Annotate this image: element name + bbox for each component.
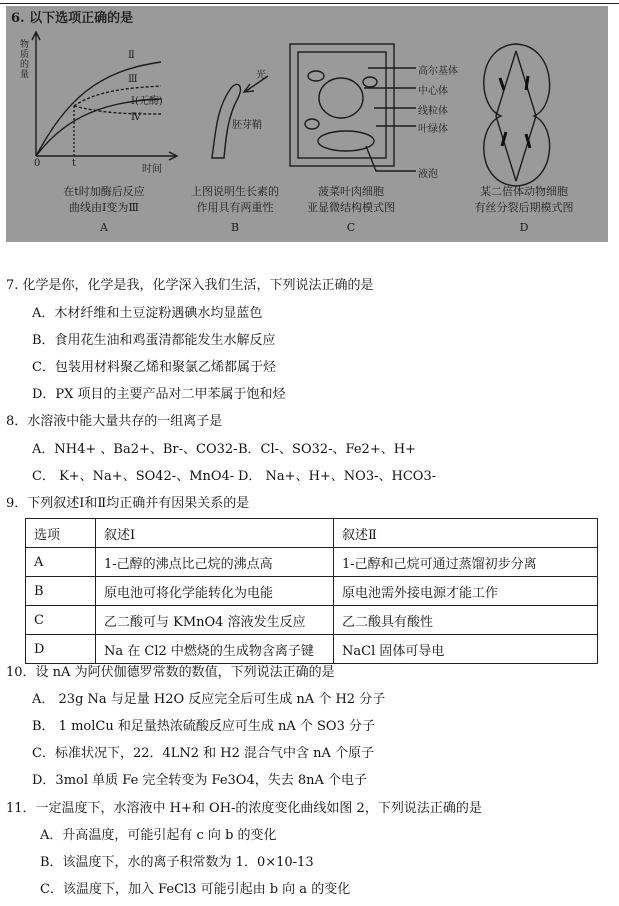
b-letter: B xyxy=(230,221,240,234)
c-nucleus xyxy=(319,78,363,118)
a-curve-i-label: Ⅰ(无酶) xyxy=(131,96,163,107)
q10-option-d: D．3mol 单质 Fe 完全转变为 Fe3O4，失去 8nA 个电子 xyxy=(32,773,368,788)
d-caption: 某二倍体动物细胞 有丝分裂后期模式图 xyxy=(474,185,574,214)
q9-stem: 9．下列叙述Ⅰ和Ⅱ均正确并有因果关系的是 xyxy=(6,496,250,511)
table-header-cell: 选项 xyxy=(26,519,96,548)
d-cell-outline xyxy=(484,44,550,186)
q8-stem: 8．水溶液中能大量共存的一组离子是 xyxy=(6,414,223,429)
a-curve-iv xyxy=(74,106,161,114)
table-cell: C xyxy=(26,606,96,635)
q10-option-a: A． 23g Na 与足量 H2O 反应完全后可生成 nA 个 H2 分子 xyxy=(32,692,386,707)
table-cell: D xyxy=(26,635,96,664)
table-header-cell: 叙述Ⅱ xyxy=(334,519,598,548)
d-letter: D xyxy=(519,221,529,234)
a-xlabel: 时间 xyxy=(142,164,162,175)
d-chromosome-3 xyxy=(502,132,506,146)
table-cell: Na 在 Cl2 中燃烧的生成物含离子键 xyxy=(96,635,334,664)
table-header-cell: 叙述Ⅰ xyxy=(96,519,334,548)
c-golgi-label: 高尔基体 xyxy=(418,66,458,77)
q6-title: 6. 以下选项正确的是 xyxy=(11,11,134,26)
b-light-label: 光 xyxy=(256,70,266,81)
c-letter: C xyxy=(346,221,356,234)
c-organelle-3 xyxy=(305,119,319,129)
c-vacuole-label: 液泡 xyxy=(418,169,438,180)
q8-option-c: C． K+、Na+、SO42-、MnO4- xyxy=(32,469,235,484)
a-curve-iii-label: Ⅲ xyxy=(128,74,138,85)
q11-stem: 11．一定温度下，水溶液中 H+和 OH-的浓度变化曲线如图 2，下列说法正确的是 xyxy=(6,801,482,816)
a-origin: 0 xyxy=(34,158,41,169)
table-cell: NaCl 固体可导电 xyxy=(334,635,598,664)
c-vacuole-shape xyxy=(318,131,374,151)
q7-option-b: B．食用花生油和鸡蛋清都能发生水解反应 xyxy=(32,333,276,348)
table-row xyxy=(26,577,598,606)
q7-option-a: A．木材纤维和土豆淀粉遇碘水均显蓝色 xyxy=(32,306,263,321)
a-letter: A xyxy=(100,221,108,234)
table-row xyxy=(26,635,598,664)
table-cell: 原电池需外接电源才能工作 xyxy=(334,577,598,606)
q10-option-b: B． 1 molCu 和足量热浓硫酸反应可生成 nA 个 SO3 分子 xyxy=(32,719,375,734)
table-header-row xyxy=(26,519,598,548)
q8-option-a: A．NH4+ 、Ba2+、Br-、CO32- xyxy=(32,442,238,457)
a-tick-t: t xyxy=(72,158,77,169)
table-cell: 乙二酸可与 KMnO4 溶液发生反应 xyxy=(96,606,334,635)
q6-figure-photo xyxy=(6,6,608,242)
table-row xyxy=(26,606,598,635)
b-caption: 上图说明生长素的 作用具有两重性 xyxy=(191,185,279,214)
q7-stem: 7. 化学是你，化学是我，化学深入我们生活，下列说法正确的是 xyxy=(6,278,374,293)
table-cell: 乙二酸具有酸性 xyxy=(334,606,598,635)
b-sprout-label: 胚芽鞘 xyxy=(232,120,262,131)
table-cell: 1-己醇和己烷可通过蒸馏初步分离 xyxy=(334,548,598,577)
a-curve-iv-label: Ⅳ xyxy=(131,112,141,123)
q9-table xyxy=(25,518,598,664)
c-mitochondria-label: 线粒体 xyxy=(418,106,448,117)
q8-option-d: D． Na+、H+、NO3-、HCO3- xyxy=(238,469,437,484)
c-cell-wall xyxy=(290,44,394,166)
table-cell: A xyxy=(26,548,96,577)
c-caption: 菠菜叶肉细胞 亚显微结构模式图 xyxy=(307,185,395,214)
c-centrosome-label: 中心体 xyxy=(418,86,448,97)
table-cell: 1-己醇的沸点比己烷的沸点高 xyxy=(96,548,334,577)
c-organelle-1 xyxy=(308,71,324,81)
q11-option-c: C．该温度下，加入 FeCl3 可能引起由 b 向 a 的变化 xyxy=(40,882,351,897)
q11-option-b: B．该温度下，水的离子积常数为 1．0×10-13 xyxy=(40,855,314,870)
d-chromosome-1 xyxy=(500,78,504,90)
a-caption: 在t时加酶后反应 曲线由Ⅰ变为Ⅲ xyxy=(63,185,145,214)
q11-option-a: A．升高温度，可能引起有 c 向 b 的变化 xyxy=(40,828,277,843)
q8-option-b: B．Cl-、SO32-、Fe2+、H+ xyxy=(238,442,416,457)
a-curve-ii-label: Ⅱ xyxy=(128,50,135,61)
b-light-arrowhead xyxy=(244,84,254,92)
q10-stem: 10．设 nA 为阿伏伽德罗常数的数值，下列说法正确的是 xyxy=(6,665,335,680)
d-chromosome-2 xyxy=(526,76,528,90)
c-chloroplast-label: 叶绿体 xyxy=(418,124,448,135)
table-cell: 原电池可将化学能转化为电能 xyxy=(96,577,334,606)
table-row xyxy=(26,548,598,577)
q7-option-d: D．PX 项目的主要产品对二甲苯属于饱和烃 xyxy=(32,387,286,402)
a-curve-i xyxy=(36,99,161,156)
top-rule xyxy=(0,3,619,4)
a-ylabel: 物质的量 xyxy=(20,40,30,80)
c-organelle-2 xyxy=(363,77,377,87)
q7-option-c: C．包装用材料聚乙烯和聚氯乙烯都属于烃 xyxy=(32,360,276,375)
table-cell: B xyxy=(26,577,96,606)
d-spindle-1 xyxy=(496,51,516,181)
q10-option-c: C．标准状况下，22．4LN2 和 H2 混合气中含 nA 个原子 xyxy=(32,746,375,761)
